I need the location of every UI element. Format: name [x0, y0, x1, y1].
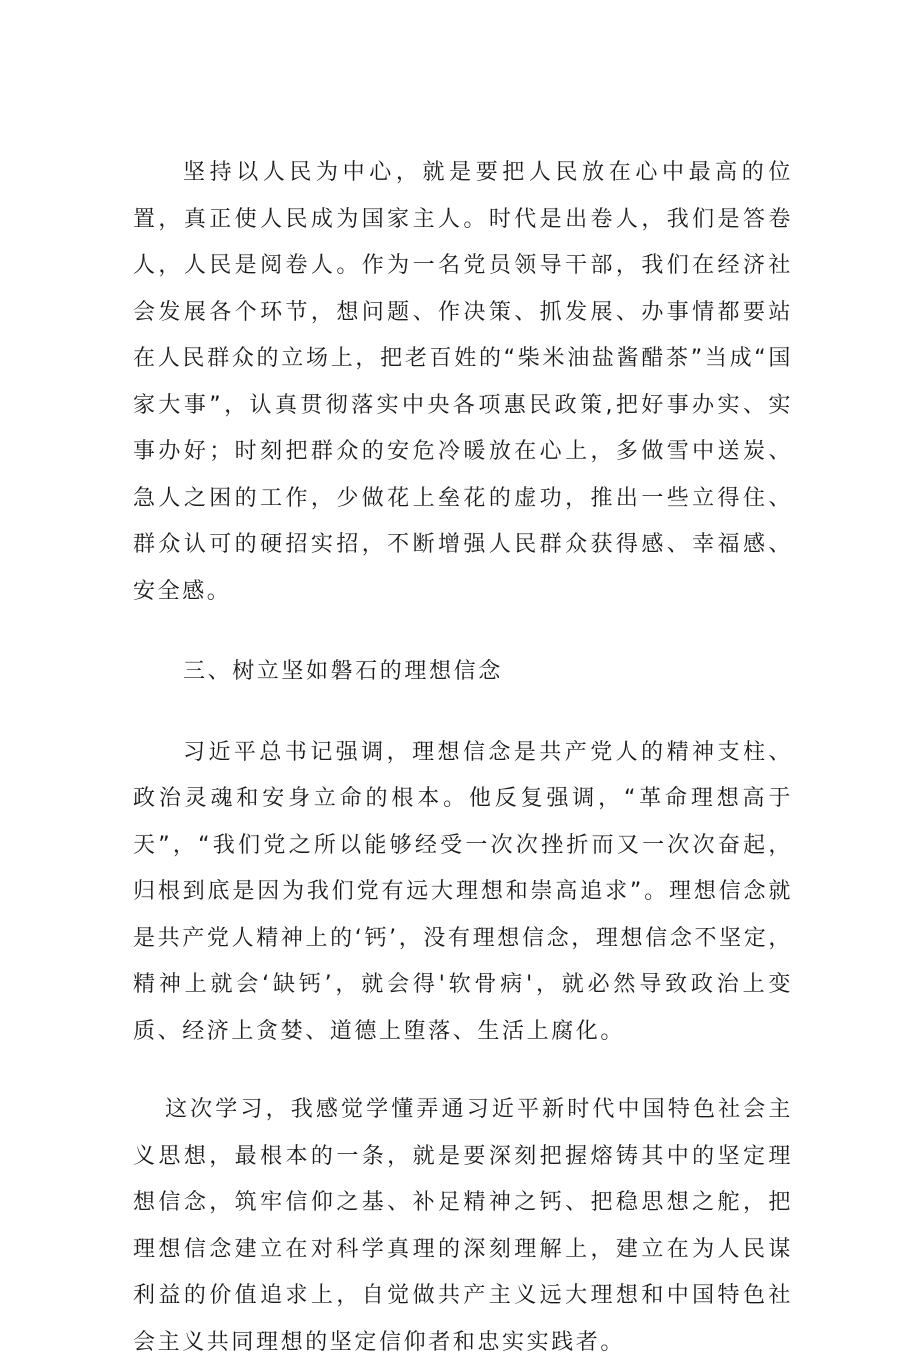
section-heading-ideals: 三、树立坚如磐石的理想信念: [183, 659, 503, 684]
document-body: [133, 150, 793, 1366]
paragraph-ideals-beliefs: 习近平总书记强调，理想信念是共产党人的精神支柱、政治灵魂和安身立命的根本。他反复强调，“革命理想高于天”，“我们党之所以能够经受一次次挫折而又一次次奋起，归根到底是因为我们党有远大理想和崇高追求”。理想信念就是共产党人精神上的‘钙’，没有理想信念，理想信念不坚定，精神上就会‘缺钙’，就会得'软骨病'，就必然导致政治上变质、经济上贪婪、道德上堕落、生活上腐化。: [133, 739, 793, 1044]
paragraph-study-reflection: 这次学习，我感觉学懂弄通习近平新时代中国特色社会主义思想，最根本的一条，就是要深刻把握熔铸其中的坚定理想信念，筑牢信仰之基、补足精神之钙、把稳思想之舵，把理想信念建立在对科学真理的深刻理解上，建立在为人民谋利益的价值追求上，自觉做共产主义远大理想和中国特色社会主义共同理想的坚定信仰者和忠实实践者。: [133, 1097, 793, 1355]
paragraph-people-centered: 坚持以人民为中心，就是要把人民放在心中最高的位置，真正使人民成为国家主人。时代是出卷人，我们是答卷人，人民是阅卷人。作为一名党员领导干部，我们在经济社会发展各个环节，想问题、作决策、抓发展、办事情都要站在人民群众的立场上，把老百姓的“柴米油盐酱醋茶”当成“国家大事”，认真贯彻落实中央各项惠民政策,把好事办实、实事办好；时刻把群众的安危冷暖放在心上，多做雪中送炭、急人之困的工作，少做花上垒花的虚功，推出一些立得住、群众认可的硬招实招，不断增强人民群众获得感、幸福感、安全感。: [133, 160, 793, 604]
